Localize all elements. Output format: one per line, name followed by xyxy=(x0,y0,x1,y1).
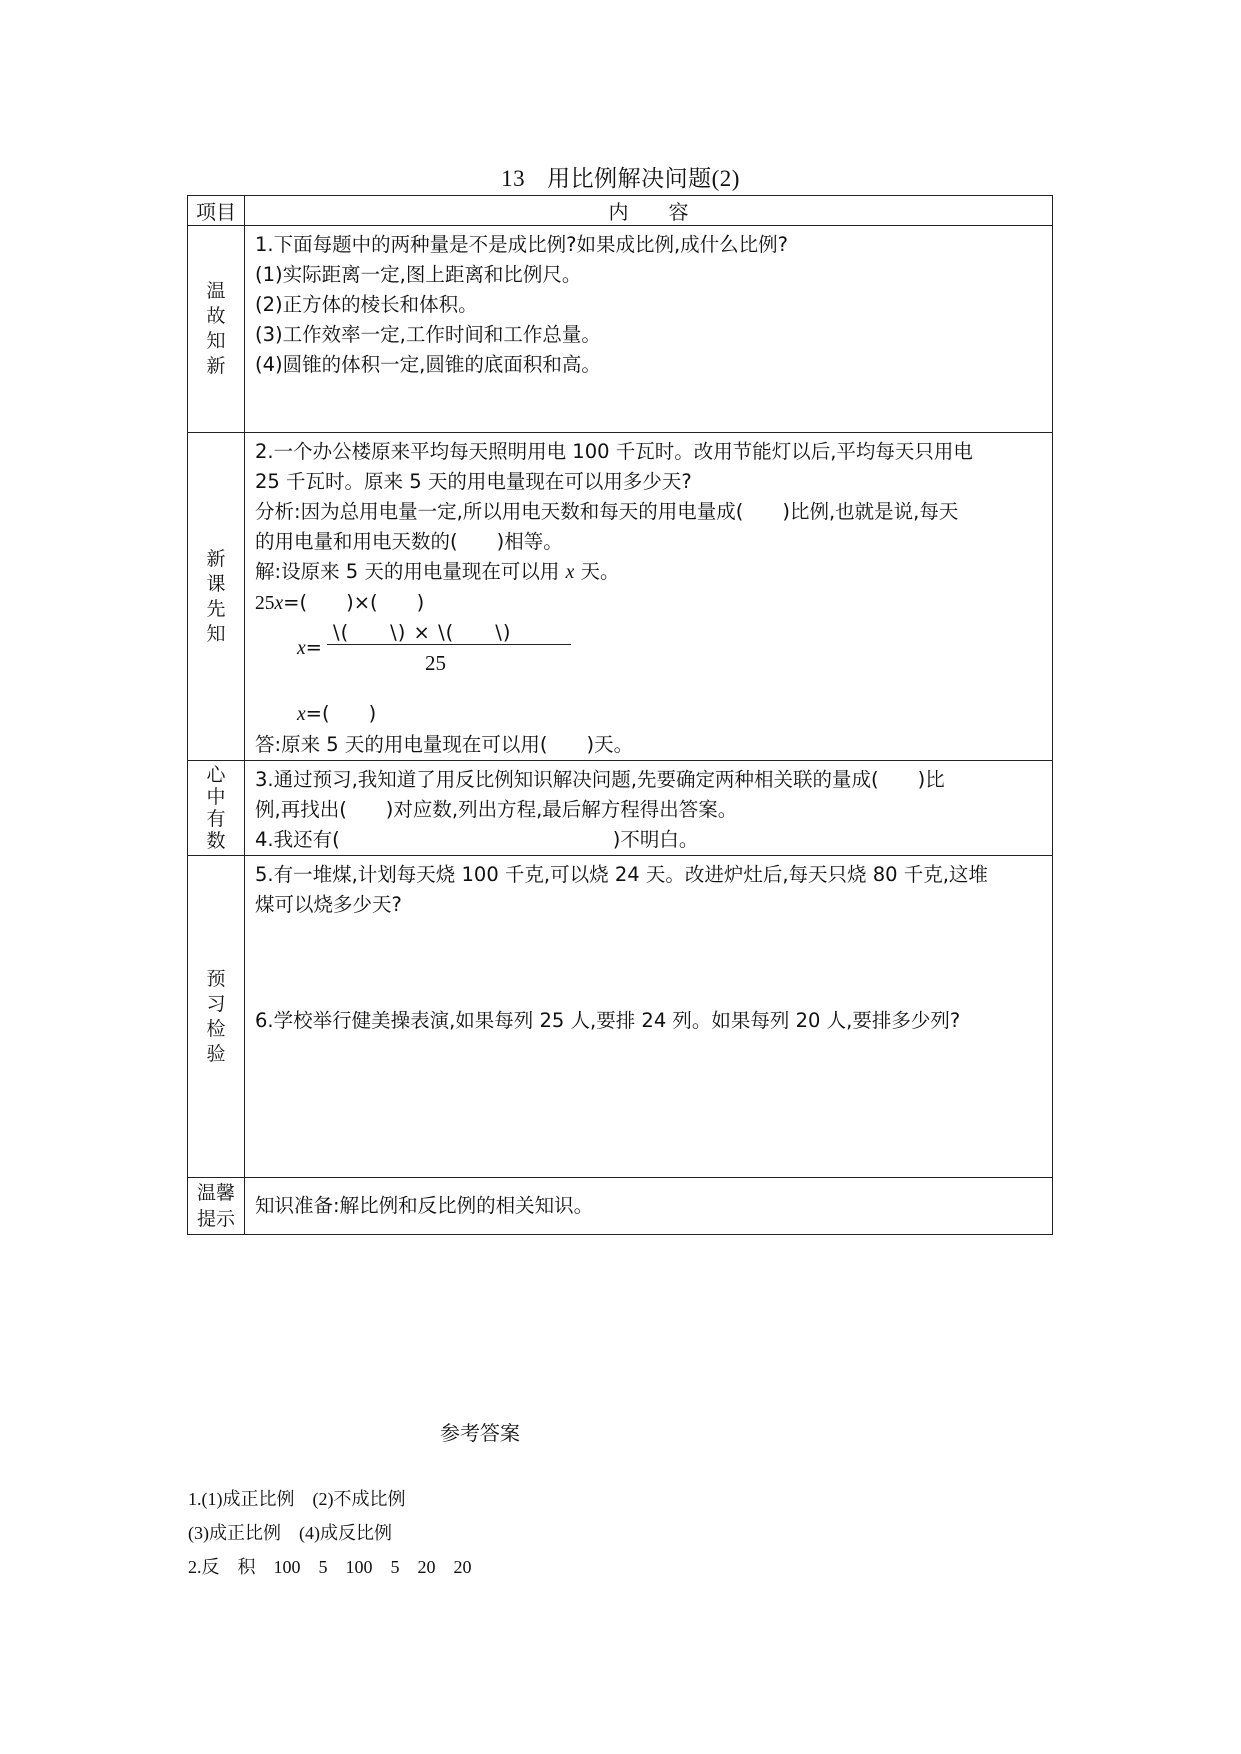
row-check xyxy=(188,856,1053,1178)
question-5-line: 煤可以烧多少天? xyxy=(255,893,402,916)
question-1-item: (4)圆锥的体积一定,圆锥的底面积和高。 xyxy=(255,353,601,376)
question-1: 1.下面每题中的两种量是不是成比例?如果成比例,成什么比例? xyxy=(255,233,789,256)
question-2-line: 25 千瓦时。原来 5 天的用电量现在可以用多少天? xyxy=(255,470,692,493)
label-char: 中 xyxy=(206,786,226,808)
variable-x: x xyxy=(274,593,284,614)
row-new xyxy=(188,433,1053,761)
row-label-mind xyxy=(188,761,245,856)
row-mind xyxy=(188,761,1053,856)
question-3-line: 例,再找出( )对应数,列出方程,最后解方程得出答案。 xyxy=(255,798,738,821)
tip-content xyxy=(245,1178,1053,1235)
solution-setup xyxy=(255,557,1042,588)
label-char: 验 xyxy=(206,1042,226,1065)
row-label-check xyxy=(188,856,245,1178)
label-char: 有 xyxy=(206,808,226,830)
question-1-item: (3)工作效率一定,工作时间和工作总量。 xyxy=(255,323,601,346)
label-char: 温 xyxy=(206,280,226,302)
question-4: 4.我还有( )不明白。 xyxy=(255,828,699,851)
header-item: 项目 xyxy=(188,196,245,226)
label-char: 先 xyxy=(206,597,226,620)
equals-sign: = xyxy=(305,636,322,659)
question-5-line: 5.有一堆煤,计划每天烧 100 千克,可以烧 24 天。改进炉灶后,每天只烧 80 千克,这堆 xyxy=(255,863,988,886)
answer-line: 1.(1)成正比例 (2)不成比例 xyxy=(188,1489,406,1509)
label-char: 课 xyxy=(206,572,226,595)
label-char: 知 xyxy=(206,622,226,645)
table-header-row xyxy=(188,196,1053,226)
row-label-new xyxy=(188,433,245,761)
answers-title: 参考答案 xyxy=(440,1421,520,1445)
question-1-item: (1)实际距离一定,图上距离和比例尺。 xyxy=(255,263,582,286)
lesson-number: 13 xyxy=(501,166,526,191)
answer-line: 答:原来 5 天的用电量现在可以用( )天。 xyxy=(255,733,634,756)
solution-text-end: 天。 xyxy=(580,560,620,583)
variable-x: x xyxy=(297,704,306,725)
eq-coefficient: 25 xyxy=(255,593,275,614)
new-content xyxy=(245,433,1053,761)
review-content xyxy=(245,226,1053,433)
label-char: 习 xyxy=(206,992,226,1015)
label-char: 新 xyxy=(206,355,226,377)
equation-2 xyxy=(255,619,1042,699)
eq-blank: =( ) xyxy=(305,702,377,725)
label-char: 心 xyxy=(206,764,226,786)
variable-x: x xyxy=(565,562,575,583)
row-label-tip xyxy=(188,1178,245,1235)
row-label-review xyxy=(188,226,245,433)
variable-x: x xyxy=(297,638,306,659)
header-content: 内 容 xyxy=(245,196,1053,226)
label-char: 预 xyxy=(206,967,226,990)
eq2-left xyxy=(297,633,322,664)
eq-blanks: =( )×( ) xyxy=(283,591,425,614)
label-char: 新 xyxy=(206,547,226,570)
worksheet-table xyxy=(187,195,1053,1235)
lesson-suffix: (2) xyxy=(711,166,740,191)
label-char: 故 xyxy=(206,305,226,327)
equation-1 xyxy=(255,588,1042,619)
question-1-item: (2)正方体的棱长和体积。 xyxy=(255,293,478,316)
label-line: 提示 xyxy=(196,1208,235,1230)
tip-text: 知识准备:解比例和反比例的相关知识。 xyxy=(255,1194,594,1217)
question-3-line: 3.通过预习,我知道了用反比例知识解决问题,先要确定两种相关联的量成( )比 xyxy=(255,768,945,791)
row-review xyxy=(188,226,1053,433)
label-char: 知 xyxy=(206,330,226,352)
row-tip xyxy=(188,1178,1053,1235)
label-line: 温馨 xyxy=(196,1182,235,1204)
lesson-title: 用比例解决问题 xyxy=(547,166,712,192)
question-2-line: 2.一个办公楼原来平均每天照明用电 100 千瓦时。改用节能灯以后,平均每天只用电 xyxy=(255,440,973,463)
analysis-line: 的用电量和用电天数的( )相等。 xyxy=(255,530,563,553)
solution-text: 解:设原来 5 天的用电量现在可以用 xyxy=(255,560,560,583)
check-content xyxy=(245,856,1053,1178)
fraction-bar xyxy=(327,644,571,645)
answer-line: 2.反 积 100 5 100 5 20 20 xyxy=(188,1557,472,1577)
fraction-numerator: \( \) × \( \) xyxy=(333,621,512,644)
page-title xyxy=(0,160,1241,193)
answer-line: (3)成正比例 (4)成反比例 xyxy=(188,1523,392,1543)
answers-block xyxy=(188,1482,472,1584)
question-6: 6.学校举行健美操表演,如果每列 25 人,要排 24 列。如果每列 20 人,要排多少列? xyxy=(255,1009,961,1032)
fraction-denominator: 25 xyxy=(425,651,446,675)
label-char: 数 xyxy=(206,830,226,852)
analysis-line: 分析:因为总用电量一定,所以用电天数和每天的用电量成( )比例,也就是说,每天 xyxy=(255,500,959,523)
mind-content xyxy=(245,761,1053,856)
label-char: 检 xyxy=(206,1017,226,1040)
equation-3 xyxy=(255,699,1042,730)
